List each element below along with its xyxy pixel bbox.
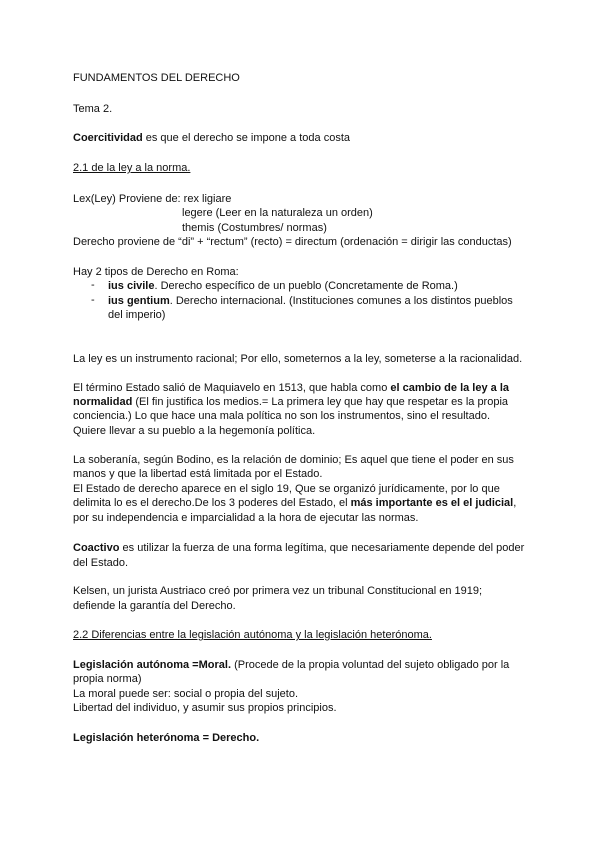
estado-line-4: Quiere llevar a su pueblo a la hegemonía política. — [73, 425, 316, 437]
derecho-origin-line: Derecho proviene de “di” + “rectum” (recto) = directum (ordenación = dirigir las conductas) — [73, 236, 512, 248]
coercitividad-line — [73, 131, 350, 145]
estado-text: El término Estado salió de Maquiavelo en 1513, que habla como — [73, 382, 391, 394]
estado-emphasis: el cambio de la ley a la — [390, 382, 509, 394]
lex-line-1: Lex(Ley) Proviene de: rex ligiare — [73, 193, 232, 205]
lex-line-2: legere (Leer en la naturaleza un orden) — [182, 207, 373, 219]
estado-derecho-comma: , — [513, 497, 517, 509]
tema-label: Tema 2. — [73, 103, 113, 115]
ius-gentium-continuation: del imperio) — [108, 309, 166, 321]
soberania-line-1: La soberanía, según Bodino, es la relación de dominio; Es aquel que tiene el poder en sus — [73, 454, 514, 466]
coactivo-line-1 — [73, 541, 524, 555]
estado-derecho-text: delimita lo es el derecho.De los 3 poderes del Estado, el — [73, 497, 351, 509]
list-item-ius-civile — [108, 279, 458, 293]
estado-derecho-line-2 — [73, 496, 516, 510]
list-bullet: - — [91, 294, 95, 306]
kelsen-line-2: defiende la garantía del Derecho. — [73, 600, 236, 612]
autonoma-line-2: propia norma) — [73, 673, 142, 685]
estado-line-2 — [73, 395, 508, 409]
coercitividad-term: Coercitividad — [73, 132, 143, 144]
heteronoma-heading: Legislación heterónoma = Derecho. — [73, 732, 260, 744]
estado-derecho-line-3: por su independencia e imparcialidad a la hora de ejecutar las normas. — [73, 512, 419, 524]
list-bullet: - — [91, 279, 95, 291]
document-title: FUNDAMENTOS DEL DERECHO — [73, 72, 240, 84]
coercitividad-definition: es que el derecho se impone a toda costa — [142, 132, 350, 144]
ius-civile-term: ius civile — [108, 280, 155, 292]
normalidad-term: normalidad — [73, 396, 133, 408]
soberania-line-2: manos y que la libertad está limitada por el Estado. — [73, 468, 323, 480]
poder-judicial-emphasis: más importante es el el judicial — [350, 497, 514, 509]
ley-racional-paragraph: La ley es un instrumento racional; Por ello, someternos a la ley, someterse a la racionalidad. — [73, 353, 523, 365]
coactivo-term: Coactivo — [73, 542, 120, 554]
estado-text: (El fin justifica los medios.= La primera ley que hay que respetar es la propia — [132, 396, 509, 408]
autonoma-line-4: Libertad del individuo, y asumir sus propios principios. — [73, 702, 337, 714]
ius-civile-definition: . Derecho específico de un pueblo (Concretamente de Roma.) — [154, 280, 458, 292]
ius-gentium-term: ius gentium — [108, 295, 170, 307]
coactivo-line-2: del Estado. — [73, 557, 129, 569]
list-item-ius-gentium — [108, 294, 513, 308]
autonoma-line-1 — [73, 658, 509, 672]
estado-derecho-line-1: El Estado de derecho aparece en el siglo 19, Que se organizó jurídicamente, por lo que — [73, 483, 500, 495]
lex-line-3: themis (Costumbres/ normas) — [182, 222, 327, 234]
autonoma-definition: (Procede de la propia voluntad del sujeto obligado por la — [231, 659, 510, 671]
section-heading-2-1: 2.1 de la ley a la norma. — [73, 162, 191, 174]
ius-gentium-definition: . Derecho internacional. (Instituciones comunes a los distintos pueblos — [169, 295, 513, 307]
estado-line-3: conciencia.) Lo que hace una mala política no son los instrumentos, sino el resultado. — [73, 410, 491, 422]
estado-line-1 — [73, 381, 509, 395]
autonoma-line-3: La moral puede ser: social o propia del sujeto. — [73, 688, 299, 700]
tipos-intro: Hay 2 tipos de Derecho en Roma: — [73, 266, 239, 278]
coactivo-definition: es utilizar la fuerza de una forma legítima, que necesariamente depende del poder — [119, 542, 525, 554]
autonoma-term: Legislación autónoma =Moral. — [73, 659, 232, 671]
kelsen-line-1: Kelsen, un jurista Austriaco creó por primera vez un tribunal Constitucional en 1919; — [73, 585, 483, 597]
section-heading-2-2: 2.2 Diferencias entre la legislación autónoma y la legislación heterónoma. — [73, 629, 432, 641]
